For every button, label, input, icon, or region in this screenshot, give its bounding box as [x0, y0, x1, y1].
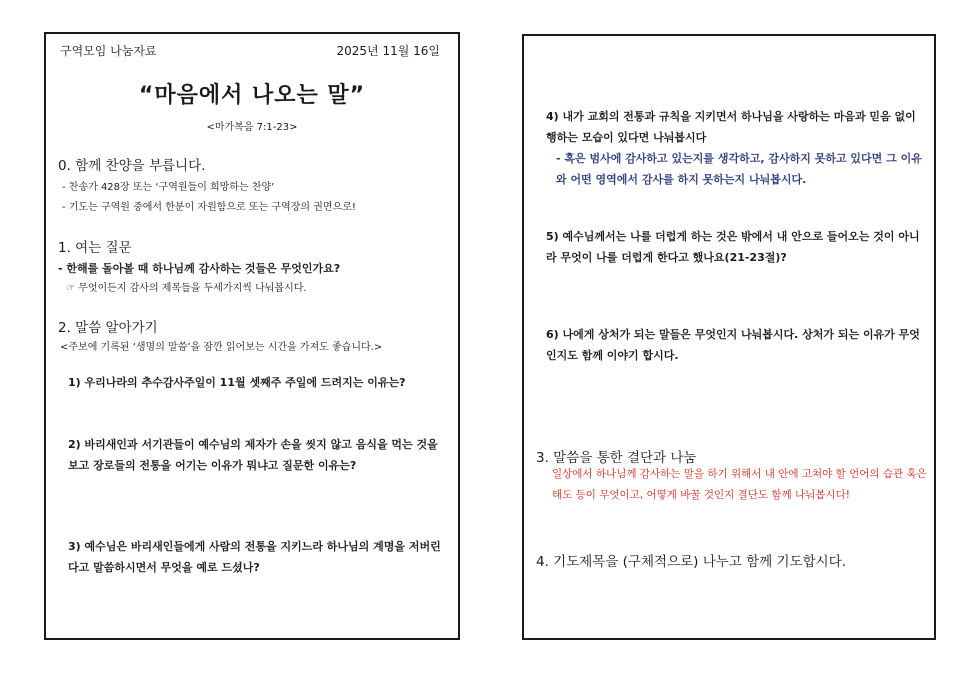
page-title: “마음에서 나오는 말” — [138, 83, 366, 108]
section1-question: - 한해를 돌아볼 때 하나님께 감사하는 것들은 무엇인가요? — [58, 262, 341, 275]
question-4: 4) 내가 교회의 전통과 규칙을 지키면서 하나님을 사랑하는 마음과 믿음 없이 행하는 모습이 있다면 나눠봅시다 — [546, 110, 916, 144]
header-date: 2025년 11월 16일 — [336, 44, 440, 58]
left-page — [44, 32, 460, 640]
section0-heading: 0. 함께 찬양을 부릅니다. — [58, 158, 206, 174]
header-group-name: 구역모임 나눔자료 — [60, 44, 157, 58]
section3-heading: 3. 말씀을 통한 결단과 나눔 — [536, 450, 697, 466]
section1-hint-text: 무엇이든지 감사의 제목들을 두세가지씩 나눠봅시다. — [78, 283, 307, 294]
pointing-hand-icon: ☞ — [66, 283, 75, 294]
section2-note: <주보에 기록된 ‘생명의 말씀’을 잠깐 읽어보는 시간을 가져도 좋습니다.> — [60, 342, 383, 353]
question-1: 1) 우리나라의 추수감사주일이 11월 셋째주 주일에 드려지는 이유는? — [68, 376, 406, 389]
question-4-sub: - 혹은 범사에 감사하고 있는지를 생각하고, 감사하지 못하고 있다면 그 이유와 어떤 영역에서 감사를 하지 못하는지 나눠봅시다. — [556, 152, 922, 186]
scripture-reference: <마가복음 7:1-23> — [206, 122, 298, 133]
section3-text: 일상에서 하나님께 감사하는 말을 하기 위해서 내 안에 고쳐야 할 언어의 습관 혹은 태도 등이 무엇이고, 어떻게 바꿀 것인지 결단도 함께 나눠봅시다! — [552, 468, 927, 501]
question-3: 3) 예수님은 바리새인들에게 사람의 전통을 지키느라 하나님의 계명을 저버린다고 말씀하시면서 무엇을 예로 드셨나? — [68, 540, 441, 574]
section0-line1: - 찬송가 428장 또는 ‘구역원들이 희망하는 찬양’ — [62, 182, 275, 193]
question-2: 2) 바리새인과 서기관들이 예수님의 제자가 손을 씻지 않고 음식을 먹는 것을 보고 장로들의 전통을 어기는 이유가 뭐냐고 질문한 이유는? — [68, 438, 438, 472]
section1-hint — [66, 279, 307, 294]
section1-heading: 1. 여는 질문 — [58, 240, 132, 256]
question-5: 5) 예수님께서는 나를 더럽게 하는 것은 밖에서 내 안으로 들어오는 것이 아니라 무엇이 나를 더럽게 한다고 했나요(21-23절)? — [546, 230, 920, 264]
section4-heading: 4. 기도제목을 (구체적으로) 나누고 함께 기도합시다. — [536, 554, 846, 570]
question-6: 6) 나에게 상처가 되는 말들은 무엇인지 나눠봅시다. 상처가 되는 이유가 무엇인지도 함께 이야기 합시다. — [546, 328, 920, 362]
right-page — [522, 34, 936, 640]
section0-line2: - 기도는 구역원 중에서 한분이 자원함으로 또는 구역장의 권면으로! — [62, 202, 356, 213]
section2-heading: 2. 말씀 알아가기 — [58, 320, 158, 336]
